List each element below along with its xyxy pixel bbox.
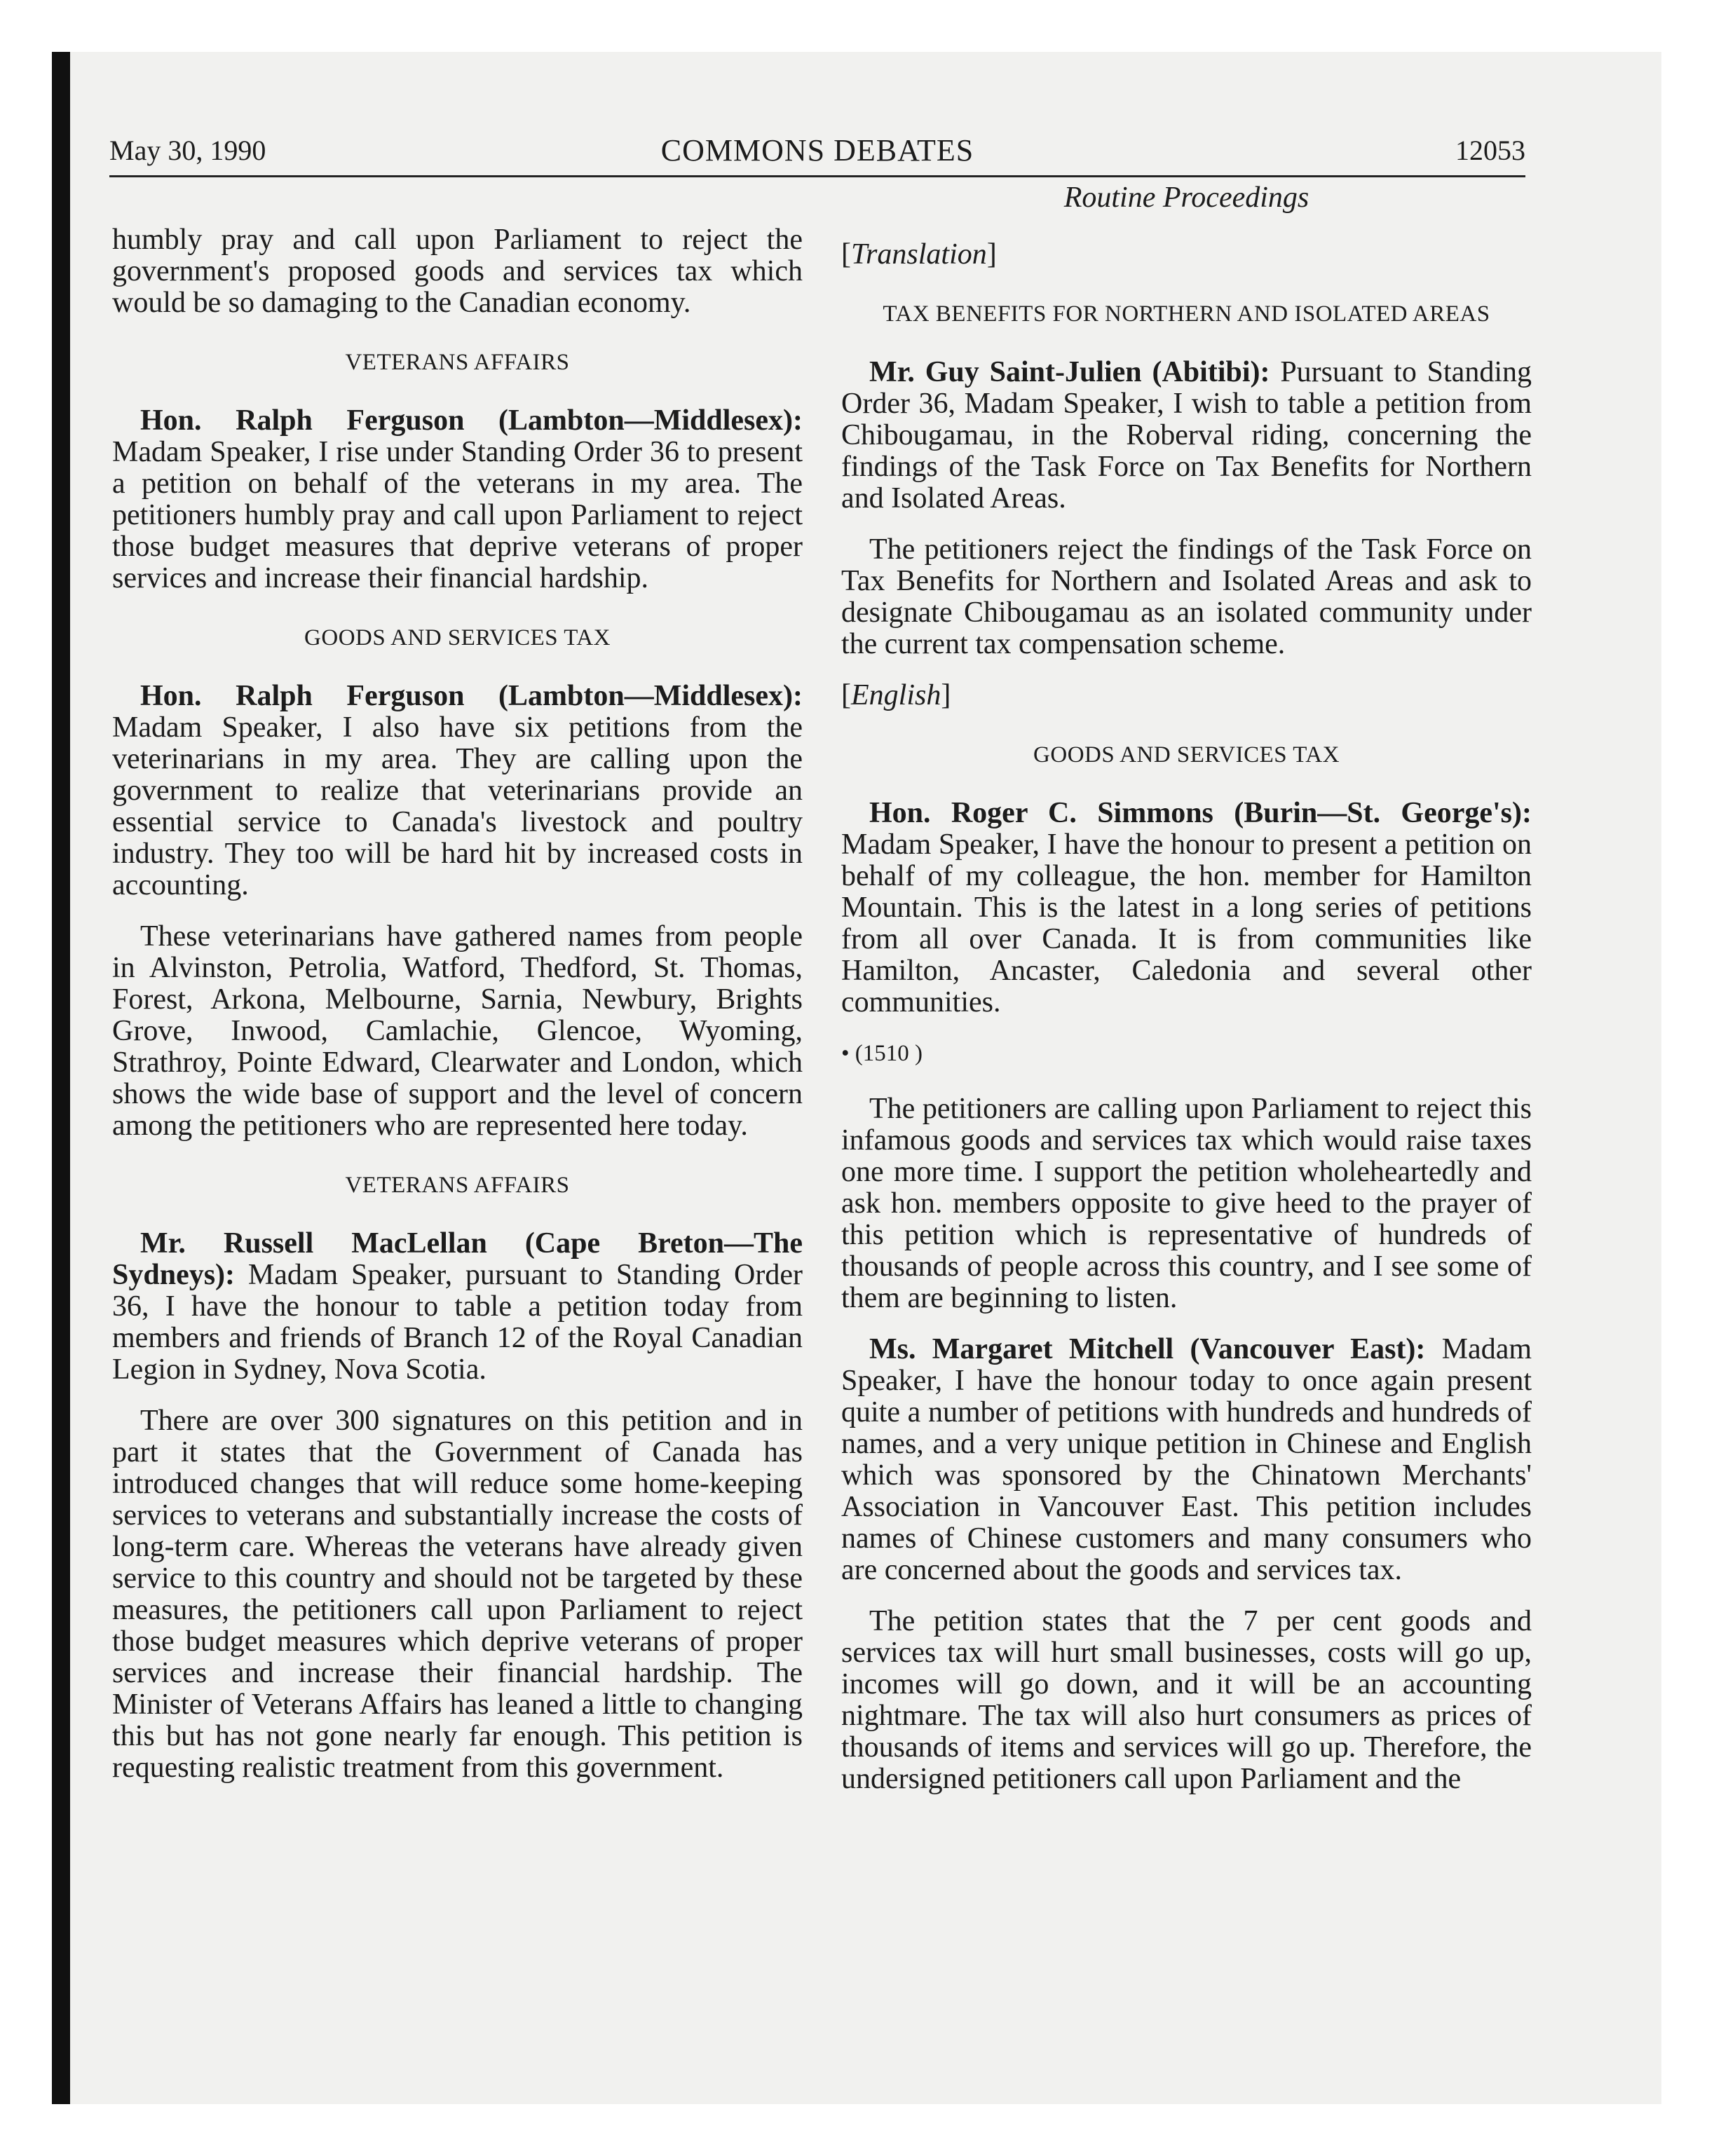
paragraph <box>112 405 803 594</box>
speaker-name: Mr. Russell MacLellan (Cape Breton—The Sydneys): <box>112 1227 803 1291</box>
running-head: Routine Proceedings <box>1063 182 1309 214</box>
speaker-name: Hon. Roger C. Simmons (Burin—St. George's): <box>869 797 1532 829</box>
language-marker: [Translation] <box>841 238 997 271</box>
binding-edge <box>52 52 70 2104</box>
header-date: May 30, 1990 <box>109 135 266 166</box>
speech-text: Madam Speaker, pursuant to Standing Order 36, I have the honour to table a petition today from members and friends of Branch 12 of the Royal Canadian Legion in Sydney, Nova Scotia. <box>112 1259 803 1386</box>
speech-text: Madam Speaker, I have the honour to present a petition on behalf of my colleague, the hon. member for Hamilton Mountain. This is the latest in a long series of petitions from all over Canada. It is from communities like Hamilton, Ancaster, Caledonia and several other communities. <box>841 828 1532 1018</box>
paragraph: humbly pray and call upon Parliament to reject the government's proposed goods and services tax which would be so damaging to the Canadian economy. <box>112 224 803 319</box>
paragraph <box>112 681 803 901</box>
paragraph <box>841 357 1532 514</box>
speech-text: Madam Speaker, I rise under Standing Order 36 to present a petition on behalf of the veterans in my area. The petitioners humbly pray and call upon Parliament to reject those budget measures that deprive veterans of proper services and increase their financial hardship. <box>112 436 803 594</box>
speaker-name: Hon. Ralph Ferguson (Lambton—Middlesex): <box>140 404 803 437</box>
right-column <box>841 182 1532 1815</box>
speech-text: Madam Speaker, I have the honour today to once again present quite a number of petitions with hundreds and hundreds of names, and a very unique petition in Chinese and English which was sponsored by the Chinatown Merchants' Association in Vancouver East. This petition includes names of Chinese customers and many consumers who are concerned about the goods and services tax. <box>841 1333 1532 1586</box>
section-heading: VETERANS AFFAIRS <box>345 1173 570 1198</box>
time-marker: • (1510 ) <box>841 1041 923 1066</box>
left-column <box>112 224 803 1803</box>
speaker-name: Ms. Margaret Mitchell (Vancouver East): <box>869 1333 1426 1365</box>
paragraph: The petition states that the 7 per cent goods and services tax will hurt small businesses, costs will go up, incomes will go down, and it will be an accounting nightmare. The tax will also hurt consumers as prices of thousands of items and services will go up. Therefore, the undersigned petitioners call upon Parliament and the <box>841 1605 1532 1795</box>
section-heading: VETERANS AFFAIRS <box>345 350 570 375</box>
speech-text: Pursuant to Standing Order 36, Madam Speaker, I wish to table a petition from Chibougamau, in the Roberval riding, concerning the findings of the Task Force on Tax Benefits for Northern and Isolated Areas. <box>841 356 1532 514</box>
section-heading: GOODS AND SERVICES TAX <box>1033 742 1340 767</box>
header-title: COMMONS DEBATES <box>660 133 974 168</box>
paragraph: These veterinarians have gathered names from people in Alvinston, Petrolia, Watford, Thedford, St. Thomas, Forest, Arkona, Melbourne, Sarnia, Newbury, Brights Grove, Inwood, Camlachie, Glencoe, Wyoming, Strathroy, Pointe Edward, Clearwater and London, which shows the wide base of support and the level of concern among the petitioners who are represented here today. <box>112 920 803 1142</box>
language-marker: [English] <box>841 679 951 711</box>
section-heading: TAX BENEFITS FOR NORTHERN AND ISOLATED AREAS <box>883 301 1490 327</box>
speaker-name: Hon. Ralph Ferguson (Lambton—Middlesex): <box>140 680 803 712</box>
paragraph <box>841 1334 1532 1586</box>
paragraph: There are over 300 signatures on this petition and in part it states that the Government of Canada has introduced changes that will reduce some home-keeping services to veterans and substantially increase the costs of long-term care. Whereas the veterans have already given service to this country and should not be targeted by these measures, the petitioners call upon Parliament to reject those budget measures which deprive veterans of proper services and increase their financial hardship. The Minister of Veterans Affairs has leaned a little to changing this but has not gone nearly far enough. This petition is requesting realistic treatment from this government. <box>112 1405 803 1784</box>
speech-text: Madam Speaker, I also have six petitions from the veterinarians in my area. They are calling upon the government to realize that veterinarians provide an essential service to Canada's livestock and poultry industry. They too will be hard hit by increased costs in accounting. <box>112 711 803 901</box>
language-label: English <box>851 679 941 711</box>
page-header <box>109 91 1525 177</box>
speaker-name: Mr. Guy Saint-Julien (Abitibi): <box>869 356 1270 388</box>
paragraph <box>112 1228 803 1386</box>
paragraph: The petitioners reject the findings of the Task Force on Tax Benefits for Northern and Isolated Areas and ask to designate Chibougamau as an isolated community under the current tax compensation scheme. <box>841 533 1532 660</box>
paragraph <box>841 798 1532 1018</box>
header-page-number: 12053 <box>1455 135 1525 166</box>
language-label: Translation <box>851 238 987 271</box>
section-heading: GOODS AND SERVICES TAX <box>304 625 611 650</box>
paragraph: The petitioners are calling upon Parliament to reject this infamous goods and services tax which would raise taxes one more time. I support the petition wholeheartedly and ask hon. members opposite to give heed to the prayer of this petition which is representative of hundreds of thousands of people across this country, and I see some of them are beginning to listen. <box>841 1093 1532 1314</box>
